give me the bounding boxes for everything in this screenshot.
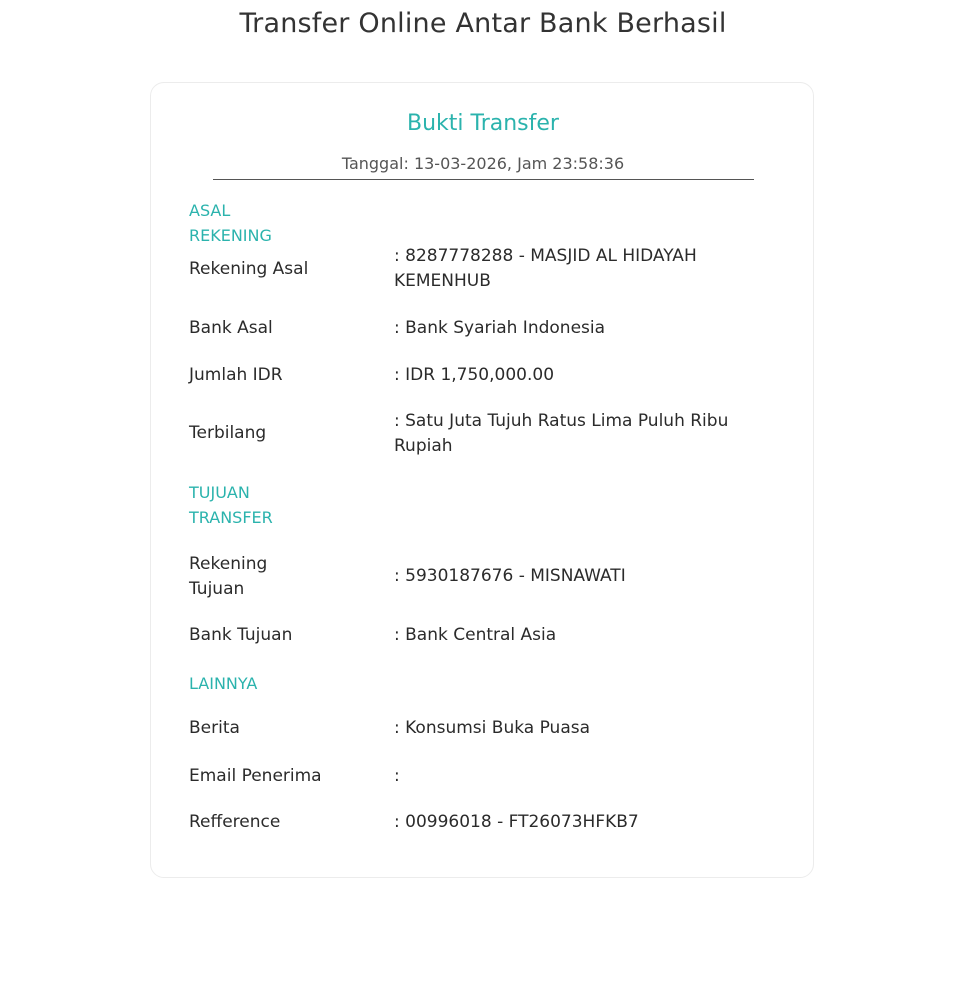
value-refference: : 00996018 - FT26073HFKB7 <box>394 812 639 832</box>
label-email-penerima: Email Penerima <box>189 766 322 786</box>
label-bank-tujuan: Bank Tujuan <box>189 625 293 645</box>
value-email-penerima: : <box>394 766 400 786</box>
label-rekening-asal: Rekening Asal <box>189 259 309 279</box>
value-jumlah-idr: : IDR 1,750,000.00 <box>394 365 555 385</box>
label-bank-asal: Bank Asal <box>189 318 273 338</box>
label-rekening-tujuan: Rekening Tujuan <box>189 554 268 599</box>
value-bank-tujuan: : Bank Central Asia <box>394 625 557 645</box>
label-jumlah-idr: Jumlah IDR <box>189 365 283 385</box>
value-terbilang: : Satu Juta Tujuh Ratus Lima Puluh Ribu Rupiah <box>394 411 729 456</box>
value-berita: : Konsumsi Buka Puasa <box>394 718 591 738</box>
value-bank-asal: : Bank Syariah Indonesia <box>394 318 606 338</box>
section-heading-lainnya: LAINNYA <box>189 674 258 693</box>
label-berita: Berita <box>189 718 240 738</box>
label-terbilang: Terbilang <box>189 423 267 443</box>
section-heading-tujuan-transfer: TUJUAN TRANSFER <box>189 483 273 527</box>
page-title: Transfer Online Antar Bank Berhasil <box>239 8 727 39</box>
divider <box>213 179 754 180</box>
receipt-card <box>150 82 814 878</box>
value-rekening-tujuan: : 5930187676 - MISNAWATI <box>394 566 626 586</box>
value-rekening-asal: : 8287778288 - MASJID AL HIDAYAH KEMENHUB <box>394 246 697 291</box>
receipt-date: Tanggal: 13-03-2026, Jam 23:58:36 <box>341 154 625 173</box>
section-heading-asal-rekening: ASAL REKENING <box>189 201 272 245</box>
receipt-title: Bukti Transfer <box>407 111 559 136</box>
label-refference: Refference <box>189 812 281 832</box>
